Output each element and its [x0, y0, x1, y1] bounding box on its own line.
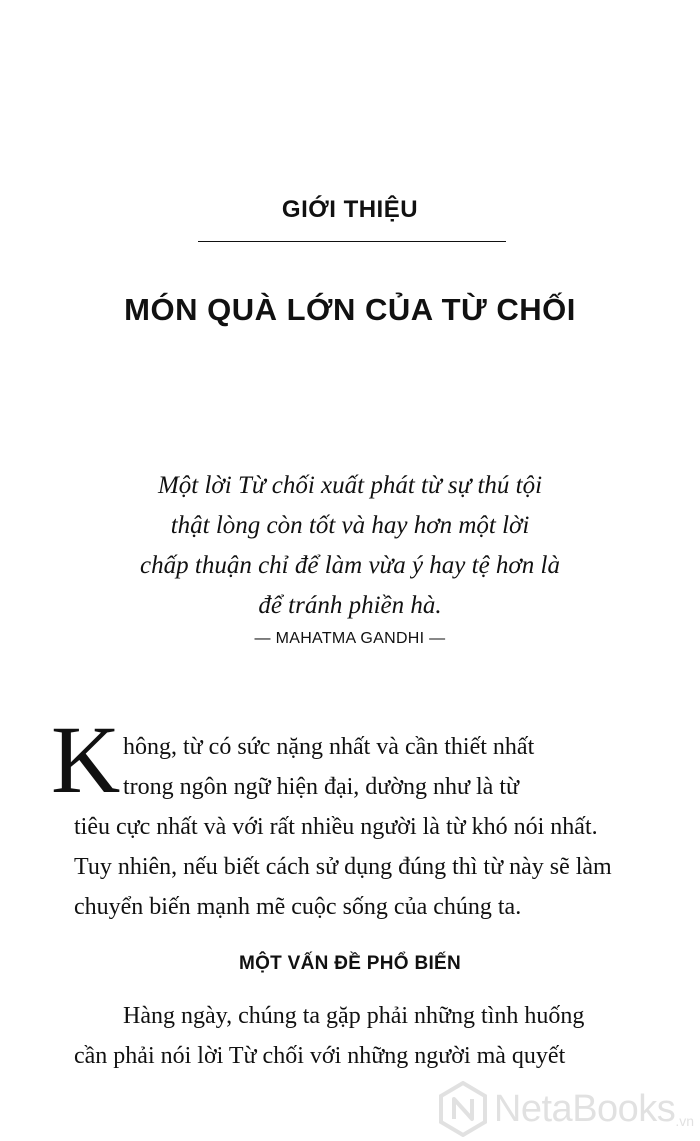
epigraph-quote — [100, 466, 600, 626]
drop-cap: K — [51, 706, 121, 813]
paragraph-line: trong ngôn ngữ hiện đại, dường như là từ — [123, 774, 520, 800]
title-divider — [198, 241, 506, 242]
paragraph-line: tiêu cực nhất và với rất nhiều người là từ khó nói nhất. — [74, 814, 598, 840]
epigraph-attribution: — MAHATMA GANDHI — — [254, 630, 446, 647]
paragraph-common-problem — [74, 996, 630, 1076]
section-subheading: MỘT VẤN ĐỀ PHỔ BIẾN — [238, 953, 462, 974]
paragraph-line: hông, từ có sức nặng nhất và cần thiết nhất — [123, 734, 535, 760]
netabooks-logo-icon — [438, 1081, 488, 1137]
epigraph-line: thật lòng còn tốt và hay hơn một lời — [170, 512, 530, 539]
netabooks-watermark — [438, 1081, 694, 1137]
epigraph-line: để tránh phiền hà. — [258, 592, 442, 619]
epigraph-line: Một lời Từ chối xuất phát từ sự thú tội — [157, 472, 543, 499]
paragraph-line: Hàng ngày, chúng ta gặp phải những tình huống — [123, 1003, 585, 1029]
chapter-title: MÓN QUÀ LỚN CỦA TỪ CHỐI — [124, 292, 576, 327]
paragraph-line: cần phải nói lời Từ chối với những người mà quyết — [74, 1043, 566, 1069]
paragraph-line: chuyển biến mạnh mẽ cuộc sống của chúng ta. — [74, 894, 522, 920]
paragraph-intro — [74, 727, 630, 927]
watermark-suffix: .vn — [675, 1113, 694, 1129]
epigraph-line: chấp thuận chỉ để làm vừa ý hay tệ hơn là — [140, 552, 560, 579]
section-label: GIỚI THIỆU — [281, 196, 419, 223]
paragraph-line: Tuy nhiên, nếu biết cách sử dụng đúng thì từ này sẽ làm — [74, 854, 612, 880]
watermark-brand: NetaBooks — [493, 1087, 676, 1130]
